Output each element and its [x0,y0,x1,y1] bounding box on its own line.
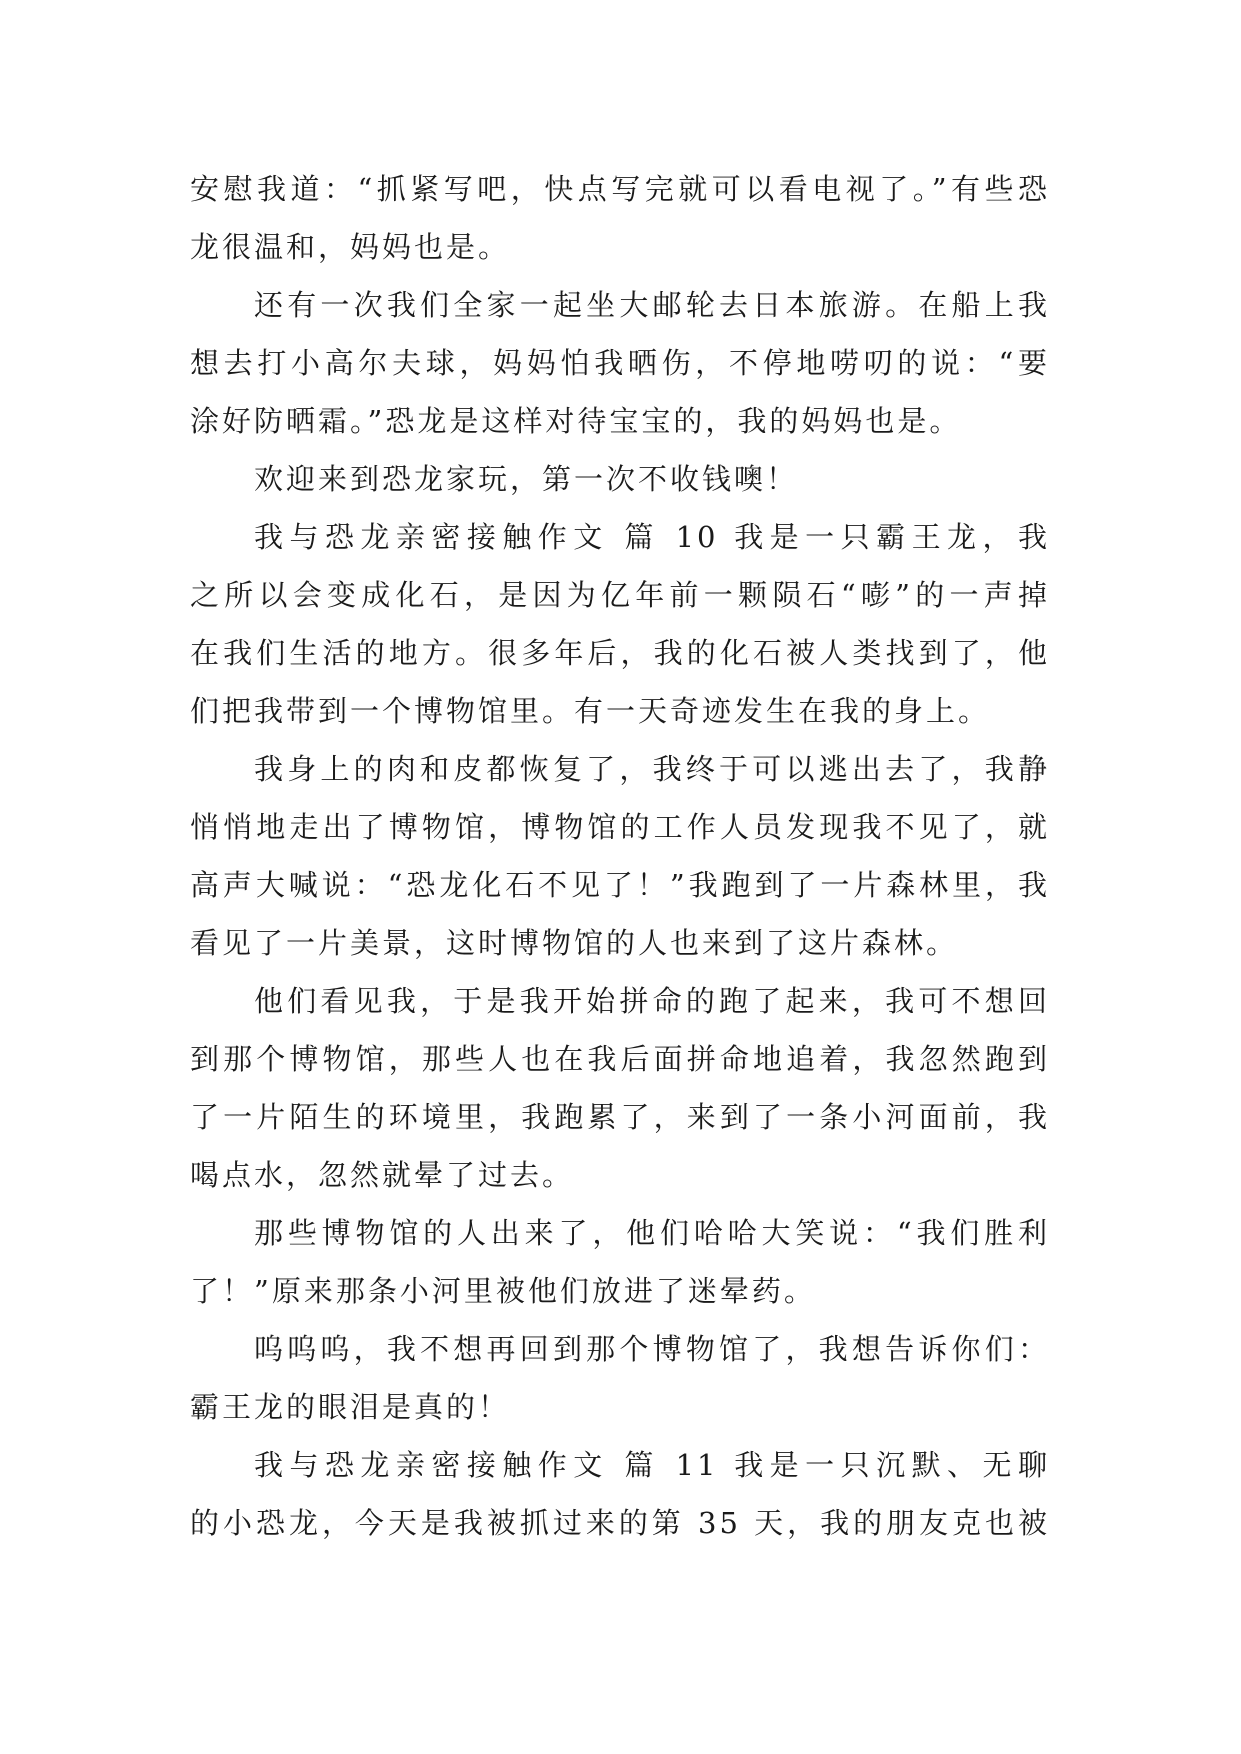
text-line: 龙很温和，妈妈也是。 [190,230,511,264]
text-line: 他们看见我，于是我开始拼命的跑了起来，我可不想回 [254,984,1050,1018]
text-line: 呜呜呜，我不想再回到那个博物馆了，我想告诉你们： [254,1332,1050,1366]
text-line: 欢迎来到恐龙家玩，第一次不收钱噢！ [254,462,799,496]
text-line: 了一片陌生的环境里，我跑累了，来到了一条小河面前，我 [190,1100,1050,1134]
text-line: 悄悄地走出了博物馆，博物馆的工作人员发现我不见了，就 [190,810,1050,844]
text-line: 到那个博物馆，那些人也在我后面拼命地追着，我忽然跑到 [190,1042,1050,1076]
document-body [190,160,1050,1552]
text-line: 高声大喊说：“恐龙化石不见了！”我跑到了一片森林里，我 [190,868,1050,902]
text-line: 我与恐龙亲密接触作文 篇 11 我是一只沉默、无聊 [254,1448,1050,1482]
text-line: 那些博物馆的人出来了，他们哈哈大笑说：“我们胜利 [254,1216,1050,1250]
text-line: 霸王龙的眼泪是真的！ [190,1390,511,1424]
text-line: 我身上的肉和皮都恢复了，我终于可以逃出去了，我静 [254,752,1050,786]
text-line: 想去打小高尔夫球，妈妈怕我晒伤，不停地唠叨的说：“要 [190,346,1050,380]
text-line: 们把我带到一个博物馆里。有一天奇迹发生在我的身上。 [190,694,991,728]
text-line: 在我们生活的地方。很多年后，我的化石被人类找到了，他 [190,636,1050,670]
text-line: 看见了一片美景，这时博物馆的人也来到了这片森林。 [190,926,959,960]
text-line: 我与恐龙亲密接触作文 篇 10 我是一只霸王龙，我 [254,520,1050,554]
text-line: 了！”原来那条小河里被他们放进了迷晕药。 [190,1274,816,1308]
text-line: 之所以会变成化石，是因为亿年前一颗陨石“嘭”的一声掉 [190,578,1050,612]
text-line: 还有一次我们全家一起坐大邮轮去日本旅游。在船上我 [254,288,1050,322]
text-line: 涂好防晒霜。”恐龙是这样对待宝宝的，我的妈妈也是。 [190,404,962,438]
text-line: 的小恐龙，今天是我被抓过来的第 35 天，我的朋友克也被 [190,1506,1050,1540]
text-line: 安慰我道：“抓紧写吧，快点写完就可以看电视了。”有些恐 [190,172,1050,206]
text-line: 喝点水，忽然就晕了过去。 [190,1158,575,1192]
